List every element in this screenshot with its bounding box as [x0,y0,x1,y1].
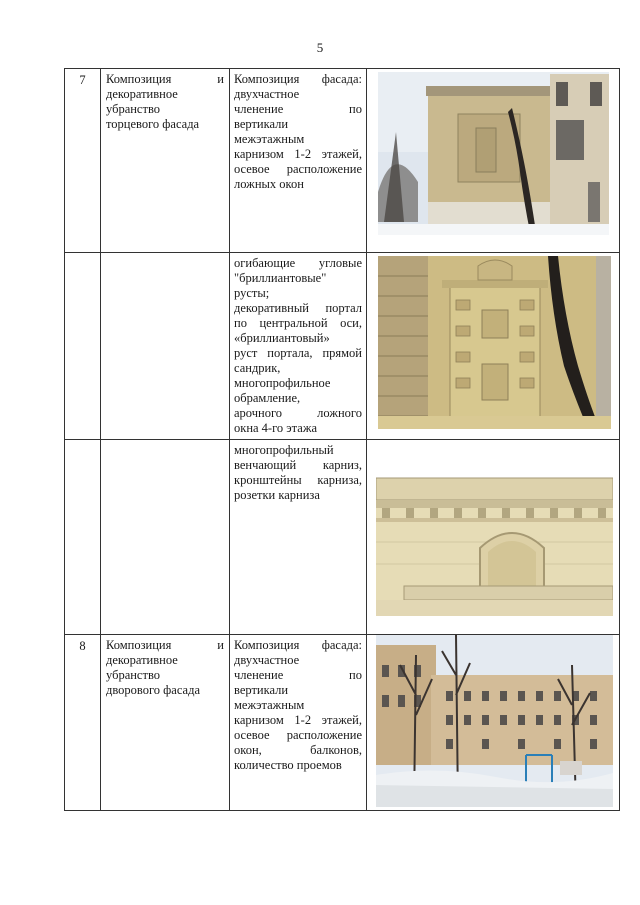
desc-line: "бриллиантовые" [234,271,327,285]
desc-line: огибающие угловые [234,256,362,270]
desc-line: многопрофильное [234,376,331,390]
element-description [230,440,367,635]
photo-cell [367,69,620,253]
page-number: 5 [316,40,324,55]
desc-line: «бриллиантовый» [234,331,330,345]
name-line: убранство [106,668,161,682]
name-line: дворового фасада [106,683,200,697]
element-name [101,253,230,440]
desc-line: венчающий карниз, [234,458,362,472]
desc-line: карнизом 1-2 этажей, [234,147,362,161]
desc-line: по центральной оси, [234,316,362,330]
name-line: Композиция и [106,638,224,652]
row-number [65,253,101,440]
element-name [101,69,230,253]
desc-line: сандрик, [234,361,281,375]
table-row [65,440,620,635]
cornice-detail-photo [376,472,613,616]
element-name [101,440,230,635]
photo-cell [367,253,620,440]
element-description [230,635,367,811]
facade-elements-table [64,68,620,811]
name-line: декоративное [106,87,178,101]
element-name [101,635,230,811]
table-row [65,635,620,811]
desc-line: вертикали [234,117,289,131]
desc-line: двухчастное [234,87,300,101]
row-number [65,440,101,635]
table-row [65,253,620,440]
desc-line: многопрофильный [234,443,334,457]
facade-end-wall-photo [378,72,609,235]
desc-line: кронштейны карниза, [234,473,362,487]
portal-detail-photo [378,256,611,429]
desc-line: количество проемов [234,758,342,772]
desc-line: вертикали [234,683,289,697]
name-line: торцевого фасада [106,117,200,131]
desc-line: межэтажным [234,132,305,146]
element-description [230,253,367,440]
desc-line: русты; [234,286,270,300]
desc-line: арочного ложного [234,406,362,420]
courtyard-facade-photo [376,635,613,807]
name-line: декоративное [106,653,178,667]
row-number: 7 [65,69,101,253]
row-number: 8 [65,635,101,811]
desc-line: обрамление, [234,391,301,405]
name-line: Композиция и [106,72,224,86]
desc-line: членение по [234,668,362,682]
desc-line: розетки карниза [234,488,320,502]
desc-line: Композиция фасада: [234,638,362,652]
name-line: убранство [106,102,161,116]
desc-line: осевое расположение [234,728,362,742]
element-description [230,69,367,253]
desc-line: руст портала, прямой [234,346,362,360]
desc-line: осевое расположение [234,162,362,176]
desc-line: карнизом 1-2 этажей, [234,713,362,727]
desc-line: двухчастное [234,653,300,667]
desc-line: декоративный портал [234,301,362,315]
photo-cell [367,440,620,635]
desc-line: окна 4-го этажа [234,421,318,435]
desc-line: членение по [234,102,362,116]
desc-line: межэтажным [234,698,305,712]
desc-line: окон, балконов, [234,743,362,757]
desc-line: ложных окон [234,177,304,191]
photo-cell [367,635,620,811]
desc-line: Композиция фасада: [234,72,362,86]
table-row [65,69,620,253]
